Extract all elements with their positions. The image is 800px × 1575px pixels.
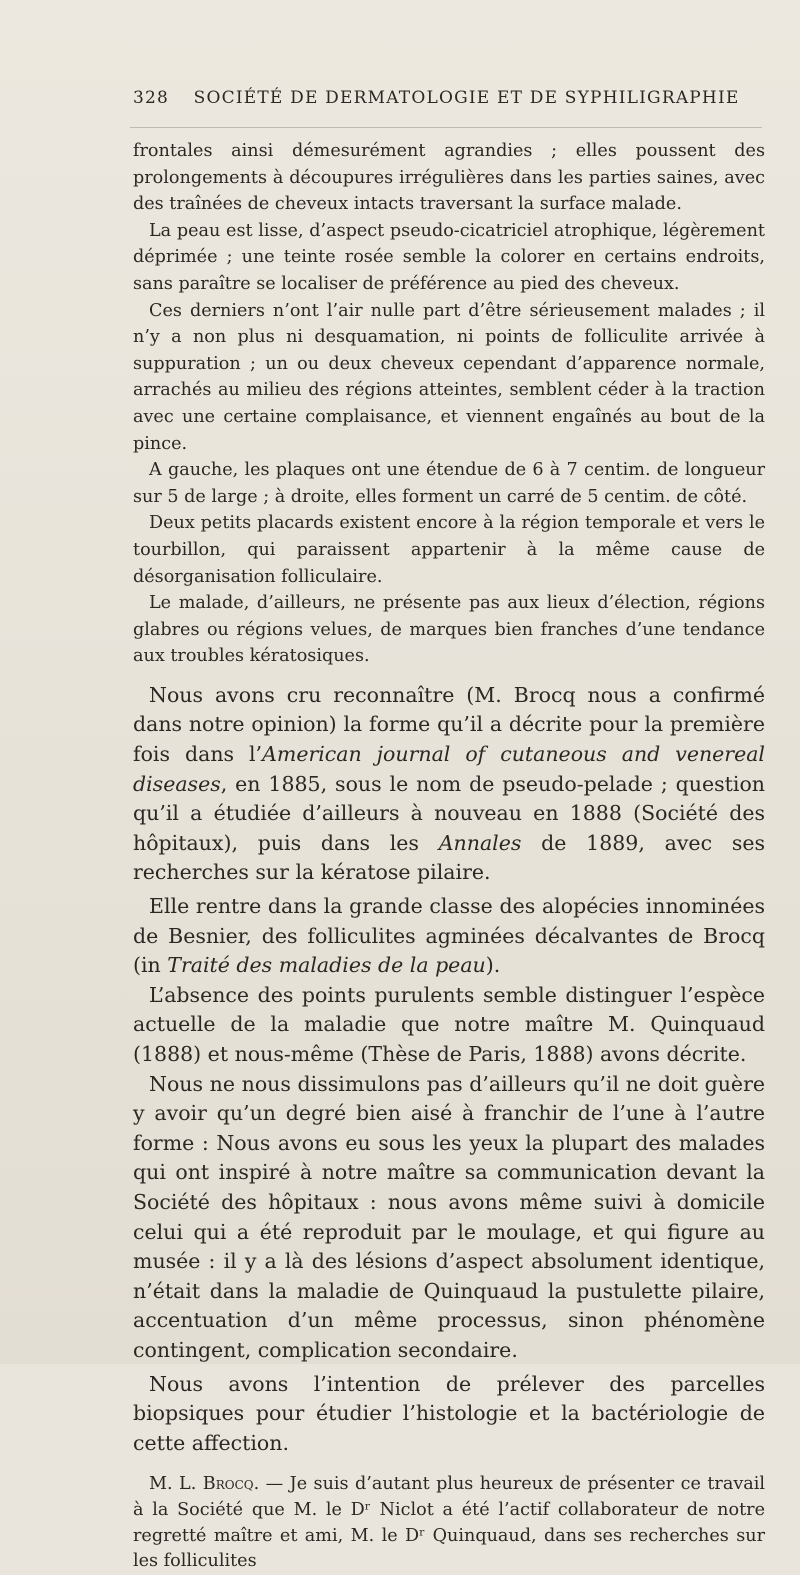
text-run: Nous avons cru reconnaître (M. Brocq nous a confirmé dans notre opinion) la forme qu’il a décrite pour la première fois dans l’: [133, 682, 765, 767]
case-description: [133, 138, 765, 670]
paragraph: La peau est lisse, d’aspect pseudo-cicatriciel atrophique, légèrement déprimée ; une teinte rosée semble la colorer en certains endroits, sans paraître se localiser de préférence au pied des cheveux.: [133, 220, 765, 294]
header-rule: [130, 127, 762, 128]
text-run: de 1889, avec ses recherches sur la kératose pilaire.: [133, 830, 765, 885]
body-text: [133, 138, 765, 1575]
commentary: [133, 681, 765, 1458]
text-run: , en 1885, sous le nom de pseudo-pelade ; question qu’il a étudiée d’ailleurs à nouveau en 1888 (Société des hôpitaux), puis dans les: [133, 771, 765, 855]
paragraph: Nous avons l’intention de prélever des parcelles biopsiques pour étudier l’histologie et la bactériologie de cette affection.: [133, 1371, 765, 1455]
speaker-prefix: M. L.: [149, 1474, 203, 1495]
paragraph: A gauche, les plaques ont une étendue de 6 à 7 centim. de longueur sur 5 de large ; à droite, elles forment un carré de 5 centim. de côté.: [133, 460, 765, 507]
paragraph: Nous ne nous dissimulons pas d’ailleurs qu’il ne doit guère y avoir qu’un degré bien aisé à franchir de l’une à l’autre forme : Nous avons eu sous les yeux la plupart des malades qui ont inspiré à notre maître sa communication devant la Société des hôpitaux : nous avons même suivi à domicile celui qui a été reproduit par le moulage, et qui figure au musée : il y a là des lésions d’aspect absolument identique, n’était dans la maladie de Quinquaud la pustulette pilaire, accentuation d’un même processus, sinon phénomène contingent, complication secondaire.: [133, 1071, 765, 1362]
paragraph: [133, 681, 765, 888]
discussion-note: [133, 1472, 765, 1574]
running-header: [133, 88, 763, 108]
paragraph: [133, 1472, 765, 1574]
page-number: 328: [133, 88, 170, 108]
running-title: SOCIÉTÉ DE DERMATOLOGIE ET DE SYPHILIGRAPHIE: [193, 88, 740, 108]
speaker-name: Brocq: [202, 1474, 254, 1495]
paragraph: L’absence des points purulents semble distinguer l’espèce actuelle de la maladie que notre maître M. Quinquaud (1888) et nous-même (Thèse de Paris, 1888) avons décrite.: [133, 982, 765, 1066]
journal-title: Annales: [438, 830, 522, 855]
text-run: . — Je suis d’autant plus heureux de présenter ce travail à la Société que M. le Dʳ Niclot a été l’actif collaborateur de notre regretté maître et ami, M. le Dʳ Quinquaud, dans ses recherches sur les folliculites: [133, 1474, 765, 1572]
paragraph: [133, 892, 765, 981]
paragraph: Deux petits placards existent encore à la région temporale et vers le tourbillon, qui paraissent appartenir à la même cause de désorganisation folliculaire.: [133, 513, 765, 587]
text-run: ).: [485, 953, 501, 978]
journal-title: American journal of cutaneous and venereal diseases: [133, 742, 765, 796]
paragraph: Le malade, d’ailleurs, ne présente pas aux lieux d’élection, régions glabres ou régions velues, de marques bien franches d’une tendance aux troubles kératosiques.: [133, 593, 765, 667]
paragraph: Ces derniers n’ont l’air nulle part d’être sérieusement malades ; il n’y a non plus ni desquamation, ni points de folliculite arrivée à suppuration ; un ou deux cheveux cependant d’apparence normale, arrachés au milieu des régions atteintes, semblent céder à la traction avec une certaine complaisance, et viennent engaînés au bout de la pince.: [133, 300, 765, 454]
paragraph: frontales ainsi démesurément agrandies ; elles poussent des prolongements à découpures irrégulières dans les parties saines, avec des traînées de cheveux intacts traversant la surface malade.: [133, 141, 765, 215]
text-run: Elle rentre dans la grande classe des alopécies innominées de Besnier, des folliculites agminées décalvantes de Brocq (in: [133, 894, 765, 978]
book-title: Traité des maladies de la peau: [167, 953, 486, 978]
